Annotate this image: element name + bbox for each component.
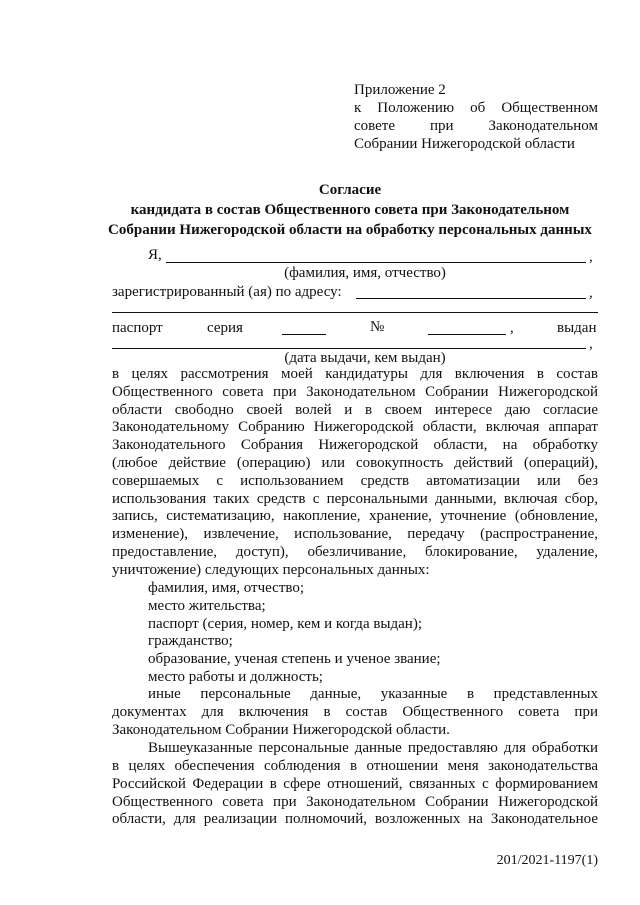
paragraph-line: Законодательном Собрании Нижегородской области. (112, 721, 450, 738)
appendix-line: к Положению об Общественном (354, 100, 598, 116)
document-title: Согласие (318, 182, 382, 198)
document-subtitle: кандидата в состав Общественного совета при Законодательном (130, 202, 570, 218)
paragraph-line: (любое действие (операцию) или совокупность действий (операций), (112, 454, 598, 471)
comma: , (589, 249, 593, 265)
list-item: фамилия, имя, отчество; (148, 580, 305, 596)
list-item: место жительства; (148, 597, 266, 614)
list-item: гражданство; (148, 633, 233, 650)
issued-label: выдан (557, 320, 597, 336)
paragraph-line: предоставление, доступ), обезличивание, блокирование, удаление, (112, 543, 598, 560)
series-field-line[interactable] (282, 334, 326, 335)
paragraph-line: Общественного совета при Законодательном Собрании Нижегородской (112, 383, 598, 400)
series-label: серия (207, 320, 243, 336)
paragraph-line: в целях обеспечения соблюдения в отношении меня законодательства (112, 758, 598, 774)
paragraph-line: Законодательного Собрания Нижегородской области, на обработку (112, 437, 598, 454)
address-field-line[interactable] (356, 298, 586, 299)
comma: , (589, 285, 593, 301)
appendix-header (354, 81, 598, 153)
list-item: образование, ученая степень и ученое звание; (148, 651, 441, 668)
purpose-paragraph (112, 758, 598, 829)
paragraph-line: Российской Федерации в сфере отношений, связанных с формированием (112, 775, 598, 792)
paragraph-line: в целях рассмотрения моей кандидатуры для включения в состав (112, 366, 598, 382)
appendix-line: Приложение 2 (354, 82, 446, 98)
list-item: место работы и должность; (148, 668, 323, 685)
paragraph-line: документах для включения в состав Общественного совета при (112, 704, 598, 720)
paragraph-line: Общественного совета при Законодательном Собрании Нижегородской (112, 793, 598, 810)
passport-label: паспорт (112, 320, 163, 336)
paragraph-line: использования таких средств с персональными данными, включая сбор, (112, 490, 598, 507)
appendix-line: совете при Законодательном (354, 118, 598, 134)
fio-field-line[interactable] (166, 262, 586, 263)
paragraph-line: запись, систематизацию, накопление, хранение, уточнение (обновление, (112, 508, 598, 525)
paragraph-line: изменение), извлечение, использование, передачу (распространение, (112, 526, 598, 543)
paragraph-line: совершаемых с использованием средств автоматизации или без (112, 472, 598, 489)
paragraph-line: уничтожение) следующих персональных данных: (112, 561, 430, 578)
paragraph2-first-line (148, 740, 598, 758)
paragraph-line: области свободно своей волей и в своем интересе даю согласие (112, 401, 598, 418)
fio-caption: (фамилия, имя, отчество) (284, 265, 446, 281)
appendix-line: Собрании Нижегородской области (354, 136, 575, 152)
comma: , (589, 336, 593, 352)
consent-paragraph (112, 366, 598, 580)
other-data-paragraph (112, 704, 598, 740)
paragraph-line: Вышеуказанные персональные данные предоставляю для обработки (148, 740, 598, 756)
other-data-line (148, 686, 598, 704)
document-number: 201/2021-1197(1) (496, 853, 598, 868)
address-field-line-2[interactable] (112, 312, 598, 313)
personal-data-list (148, 580, 441, 687)
comma: , (510, 320, 514, 336)
registered-label: зарегистрированный (ая) по адресу: (112, 284, 342, 300)
issue-caption: (дата выдачи, кем выдан) (284, 350, 446, 366)
paragraph-line: иные персональные данные, указанные в представленных (148, 686, 598, 702)
paragraph-line: области, для реализации полномочий, возложенных на Законодательное (112, 811, 598, 828)
number-label: № (370, 319, 385, 335)
number-field-line[interactable] (428, 334, 506, 335)
paragraph-line: Законодательному Собранию Нижегородской области, включая аппарат (112, 419, 598, 436)
document-subtitle: Собрании Нижегородской области на обработку персональных данных (108, 222, 592, 238)
list-item: паспорт (серия, номер, кем и когда выдан); (148, 615, 422, 632)
ya-label: Я, (148, 247, 162, 263)
